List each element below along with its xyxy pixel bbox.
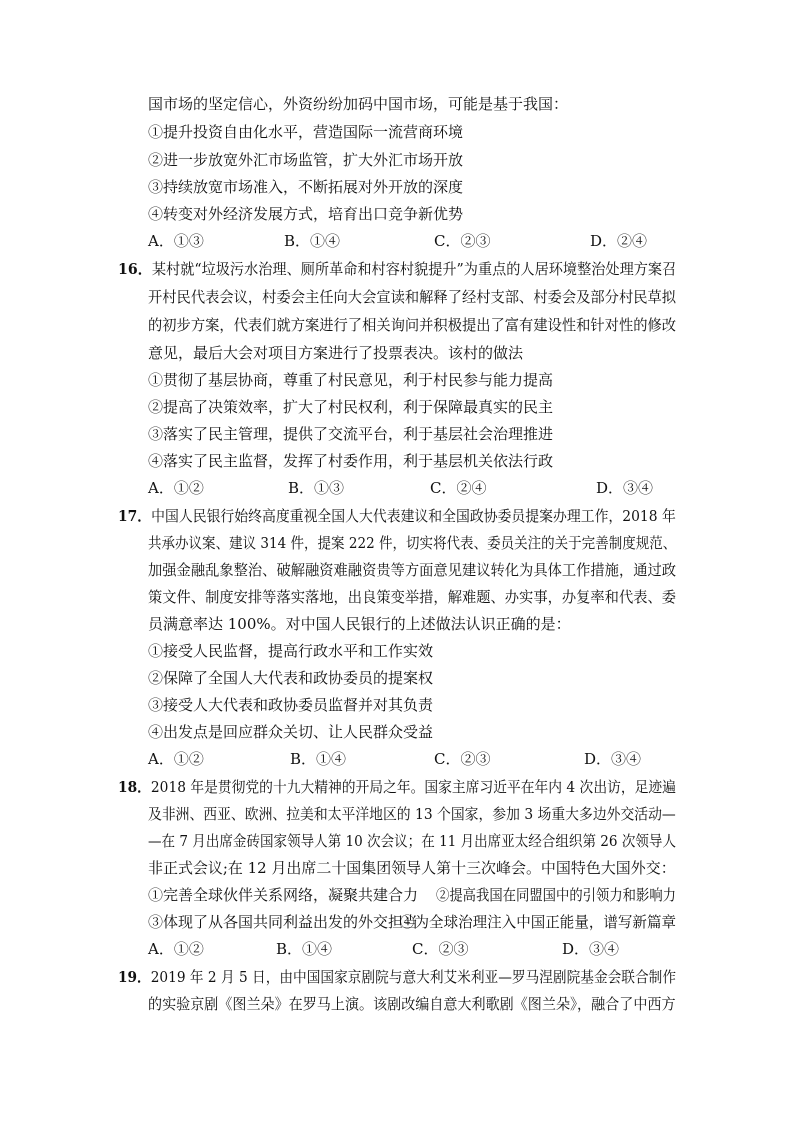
q18-item-3: ③体现了从各国共同利益出发的外交担当 [148, 913, 419, 931]
q18-item-2: ②提高我国在同盟国中的引领力和影响力 [436, 886, 677, 904]
q16-item-2: ②提高了决策效率，扩大了村民权利，利于保障最真实的民主 [148, 398, 554, 416]
q16-stem-line-2: 开村民代表会议，村委会主任向大会宣读和解释了经村支部、村委会及部分村民草拟 [148, 288, 677, 306]
q17-option-a: A．①② [148, 750, 204, 768]
q15-item-1: ①提升投资自由化水平，营造国际一流营商环境 [148, 123, 464, 141]
q18-stem-line-1 [118, 777, 676, 797]
q18-stem-line-4: 非正式会议;在 12 月出席二十国集团领导人第十三次峰会。中国特色大国外交： [148, 859, 676, 877]
q17-stem-line-4: 策文件、制度安排等落实落地，出良策变举措，解难题、办实事，办复率和代表、委 [148, 588, 677, 606]
q17-item-1: ①接受人民监督，提高行政水平和工作实效 [148, 642, 434, 660]
q19-stem-line-2: 的实验京剧《图兰朵》在罗马上演。该剧改编自意大利歌剧《图兰朵》，融合了中西方 [148, 995, 676, 1013]
q18-stem-text-1: 2018 年是贯彻党的十九大精神的开局之年。国家主席习近平在年内 4 次出访，足迹遍 [150, 778, 676, 796]
q17-option-d: D．③④ [584, 750, 642, 768]
q19-number: 19． [118, 968, 151, 986]
q16-options [148, 478, 668, 498]
q18-number: 18． [118, 778, 151, 796]
q15-option-c: C．②③ [434, 232, 491, 250]
q15-option-b: B．①④ [284, 232, 341, 250]
q17-item-2: ②保障了全国人大代表和政协委员的提案权 [148, 669, 434, 687]
q17-stem-line-1 [118, 506, 676, 526]
q16-option-c: C．②④ [430, 479, 487, 497]
q15-options [148, 231, 668, 251]
q16-stem-line-3: 的初步方案，代表们就方案进行了相关询问并积极提出了富有建设性和针对性的修改 [148, 316, 677, 334]
q18-options [148, 939, 668, 959]
q16-item-1: ①贯彻了基层协商，尊重了村民意见，利于村民参与能力提高 [148, 371, 554, 389]
q16-number: 16． [118, 260, 152, 278]
q18-stem-line-2: 及非洲、西亚、欧洲、拉美和太平洋地区的 13 个国家，参加 3 场重大多边外交活动— [148, 805, 676, 823]
q17-option-c: C．②③ [434, 750, 491, 768]
q17-stem-line-5: 员满意率达 100%。对中国人民银行的上述做法认识正确的是： [148, 615, 571, 633]
q15-option-d: D．②④ [590, 232, 648, 250]
q16-option-a: A．①② [148, 479, 204, 497]
q16-item-4: ④落实了民主监督，发挥了村委作用，利于基层机关依法行政 [148, 452, 554, 470]
q19-stem-text-1: 2019 年 2 月 5 日，由中国国家京剧院与意大利艾米利亚—罗马涅剧院基金会联合制作 [150, 968, 677, 986]
q16-stem-text-1: 某村就“垃圾污水治理、厕所革命和村容村貌提升”为重点的人居环境整治处理方案召 [151, 260, 677, 278]
q16-option-d: D．③④ [596, 479, 654, 497]
q17-option-b: B．①④ [290, 750, 347, 768]
q18-stem-line-3: —在 7 月出席金砖国家领导人第 10 次会议；在 11 月出席亚太经合组织第 26 次领导人 [148, 832, 676, 850]
q15-item-3: ③持续放宽市场准入，不断拓展对外开放的深度 [148, 178, 464, 196]
q17-item-3: ③接受人大代表和政协委员监督并对其负责 [148, 696, 434, 714]
q18-option-d: D．③④ [562, 940, 620, 958]
q17-stem-text-1: 中国人民银行始终高度重视全国人大代表建议和全国政协委员提案办理工作，2018 年 [151, 507, 676, 525]
q15-option-a: A．①③ [148, 232, 204, 250]
q16-stem-line-1 [118, 259, 676, 279]
q16-option-b: B．①③ [288, 479, 345, 497]
q15-item-4: ④转变对外经济发展方式，培育出口竞争新优势 [148, 205, 464, 223]
q16-stem-line-4: 意见，最后大会对项目方案进行了投票表决。该村的做法 [148, 344, 524, 362]
q18-option-c: C．②③ [412, 940, 469, 958]
q18-item-4: ④为全球治理注入中国正能量，谱写新篇章 [400, 913, 677, 931]
q19-stem-line-1 [118, 967, 676, 987]
q18-option-b: B．①④ [276, 940, 333, 958]
q17-number: 17． [118, 507, 152, 525]
q18-option-a: A．①② [148, 940, 204, 958]
q15-item-2: ②进一步放宽外汇市场监管，扩大外汇市场开放 [148, 151, 464, 169]
q15-stem-line: 国市场的坚定信心，外资纷纷加码中国市场，可能是基于我国： [148, 95, 569, 113]
q17-options [148, 749, 668, 769]
q17-item-4: ④出发点是回应群众关切、让人民群众受益 [148, 723, 434, 741]
q17-stem-line-2: 共承办议案、建议 314 件，提案 222 件，切实将代表、委员关注的关于完善制度规范、 [148, 534, 677, 552]
q18-item-1: ①完善全球伙伴关系网络，凝聚共建合力 [148, 886, 419, 904]
q16-item-3: ③落实了民主管理，提供了交流平台，利于基层社会治理推进 [148, 425, 554, 443]
q17-stem-line-3: 加强金融乱象整治、破解融资难融资贵等方面意见建议转化为具体工作措施，通过政 [148, 561, 677, 579]
